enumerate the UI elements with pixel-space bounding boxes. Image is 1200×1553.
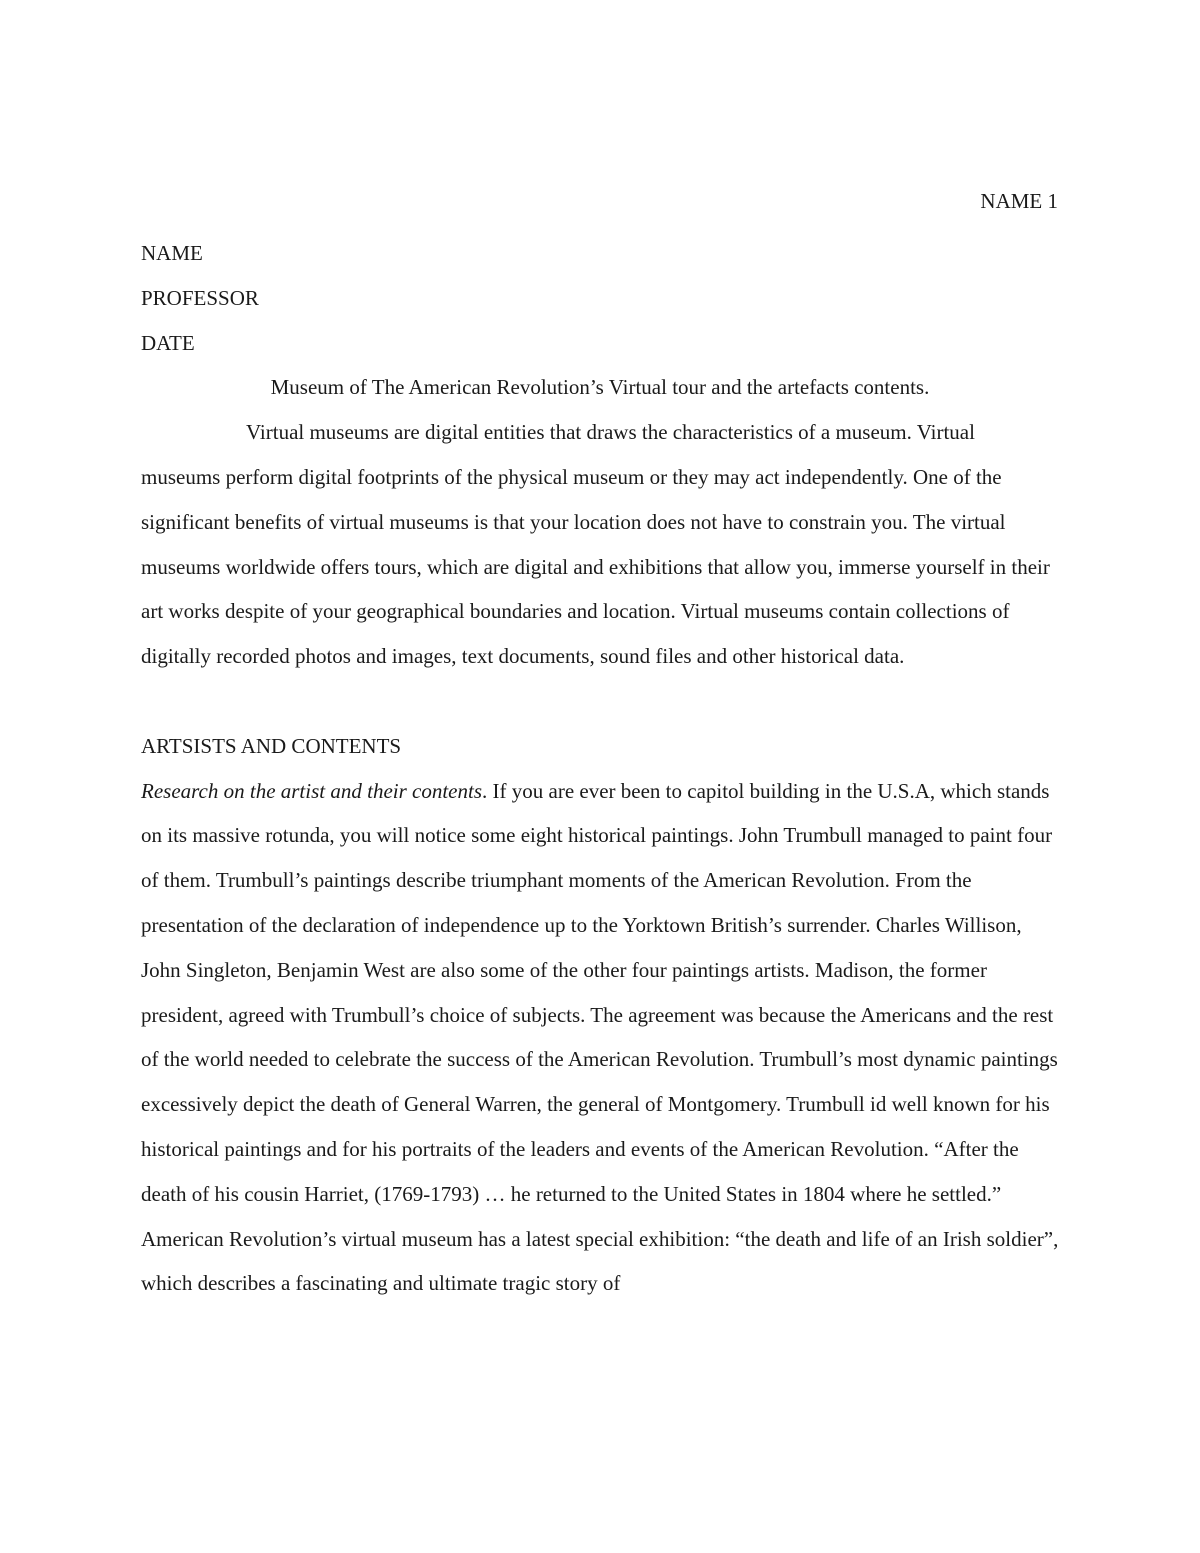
document-body bbox=[141, 231, 1059, 1306]
section-lead-italic: Research on the artist and their contents bbox=[141, 778, 483, 803]
section-paragraph-text: . If you are ever been to capitol building in the U.S.A, which stands on its massive rotunda, you will notice some eight historical paintings. John Trumbull managed to paint four of them. Trumbull’s paintings describe triumphant moments of the American Revolution. From the presentation of the declaration of independence up to the Yorktown British’s surrender. Charles Willison, John Singleton, Benjamin West are also some of the other four paintings artists. Madison, the former president, agreed with Trumbull’s choice of subjects. The agreement was because the Americans and the rest of the world needed to celebrate the success of the American Revolution. Trumbull’s most dynamic paintings excessively depict the death of General Warren, the general of Montgomery. Trumbull id well known for his historical paintings and for his portraits of the leaders and events of the American Revolution. “After the death of his cousin Harriet, (1769-1793) … he returned to the United States in 1804 where he settled.” American Revolution’s virtual museum has a latest special exhibition: “the death and life of an Irish soldier”, which describes a fascinating and ultimate tragic story of bbox=[141, 778, 1059, 1296]
section-spacer bbox=[141, 679, 1059, 724]
paper-title: Museum of The American Revolution’s Virtual tour and the artefacts contents. bbox=[270, 375, 930, 400]
professor-name: PROFESSOR bbox=[141, 285, 259, 310]
section-heading: ARTSISTS AND CONTENTS bbox=[141, 733, 402, 758]
intro-paragraph: Virtual museums are digital entities that draws the characteristics of a museum. Virtual museums perform digital footprints of the physical museum or they may act independently. One of the significant benefits of virtual museums is that your location does not have to constrain you. The virtual museums worldwide offers tours, which are digital and exhibitions that allow you, immerse yourself in their art works despite of your geographical boundaries and location. Virtual museums contain collections of digitally recorded photos and images, text documents, sound files and other historical data. bbox=[141, 420, 1050, 669]
section-paragraph bbox=[141, 769, 1059, 1307]
running-head: NAME 1 bbox=[980, 189, 1058, 213]
date-line: DATE bbox=[141, 330, 195, 355]
student-name: NAME bbox=[141, 241, 203, 265]
